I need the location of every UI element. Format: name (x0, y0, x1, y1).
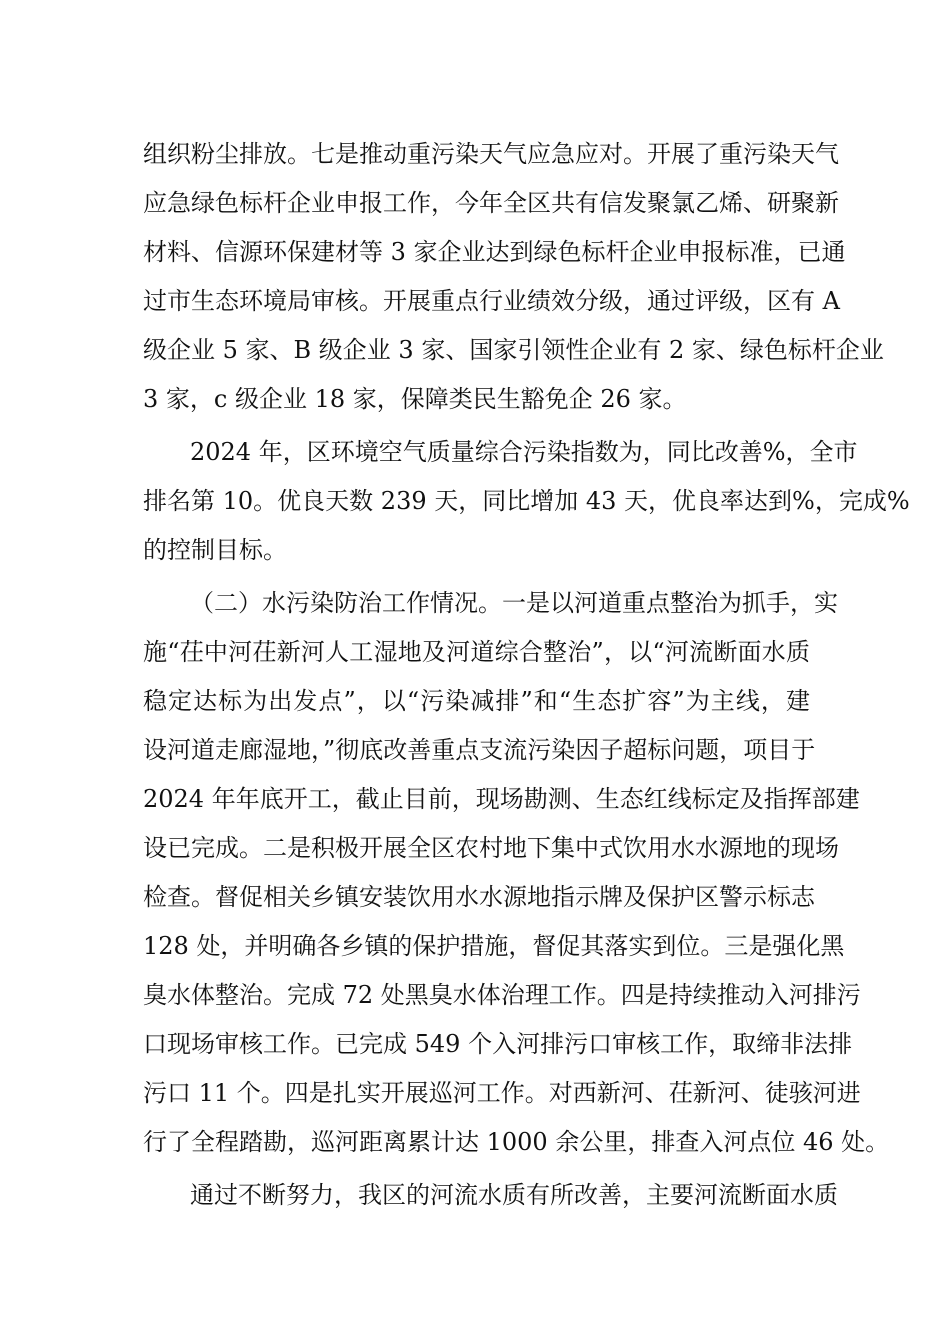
text-line: 应急绿色标杆企业申报工作，今年全区共有信发聚氯乙烯、研聚新 (143, 189, 839, 217)
text-line: 128 处，并明确各乡镇的保护措施，督促其落实到位。三是强化黑 (143, 932, 845, 960)
text-line: 材料、信源环保建材等 3 家企业达到绿色标杆企业申报标准，已通 (143, 238, 846, 266)
paragraph-start-line: 通过不断努力，我区的河流水质有所改善，主要河流断面水质 (190, 1181, 838, 1209)
text-line: 设已完成。二是积极开展全区农村地下集中式饮用水水源地的现场 (143, 834, 839, 862)
text-line: 口现场审核工作。已完成 549 个入河排污口审核工作，取缔非法排 (143, 1030, 853, 1058)
text-line: 施“茌中河茌新河人工湿地及河道综合整治”，以“河流断面水质 (143, 638, 810, 666)
text-line: 行了全程踏勘，巡河距离累计达 1000 余公里，排查入河点位 46 处。 (143, 1128, 890, 1156)
paragraph-start-line: 2024 年，区环境空气质量综合污染指数为，同比改善%，全市 (190, 438, 858, 466)
text-line: 2024 年年底开工，截止目前，现场勘测、生态红线标定及指挥部建 (143, 785, 860, 813)
text-line: 设河道走廊湿地，”彻底改善重点支流污染因子超标问题，项目于 (143, 736, 816, 764)
text-line: 稳定达标为出发点”，以“污染减排”和“生态扩容”为主线，建 (143, 687, 810, 715)
text-line: 污口 11 个。四是扎实开展巡河工作。对西新河、茌新河、徒骇河进 (143, 1079, 861, 1107)
text-line: 臭水体整治。完成 72 处黑臭水体治理工作。四是持续推动入河排污 (143, 981, 861, 1009)
section-heading-line: （二）水污染防治工作情况。一是以河道重点整治为抓手，实 (190, 589, 838, 617)
text-line: 组织粉尘排放。七是推动重污染天气应急应对。开展了重污染天气 (143, 140, 839, 168)
text-line: 过市生态环境局审核。开展重点行业绩效分级，通过评级，区有 A (143, 287, 840, 315)
text-line: 的控制目标。 (143, 536, 287, 564)
text-line: 排名第 10。优良天数 239 天，同比增加 43 天，优良率达到%，完成% (143, 487, 910, 515)
text-line: 检查。督促相关乡镇安装饮用水水源地指示牌及保护区警示标志 (143, 883, 815, 911)
text-line: 级企业 5 家、B 级企业 3 家、国家引领性企业有 2 家、绿色标杆企业 (143, 336, 884, 364)
text-line: 3 家，c 级企业 18 家，保障类民生豁免企 26 家。 (143, 385, 687, 413)
